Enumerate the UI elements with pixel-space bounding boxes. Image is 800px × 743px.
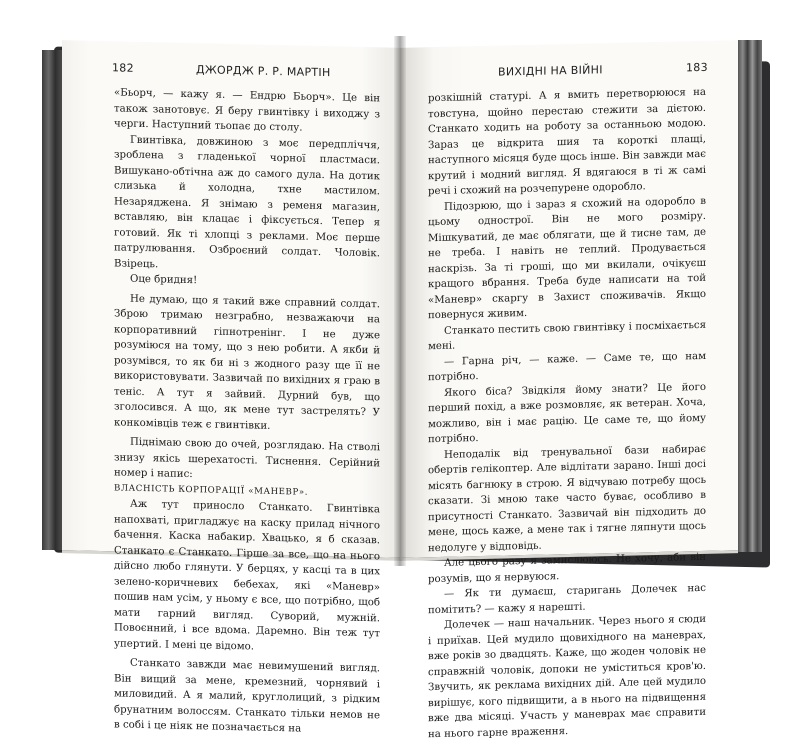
paragraph: Станкато пестить свою гвинтівку і посміхається мені. xyxy=(428,319,706,353)
paragraph: Неподалік від тренувальної бази набирає обертів гелікоптер. Але відлітати зарано. Інші досі місять багнюку в строю. Я відчуваю потребу щось сказати. Зі мною таке часто буває, особливо в присутності Станкато. Зазвичай він підходить до мене, щось каже, а мене так і тягне ляпнути щось недолуге у відповідь. xyxy=(428,443,706,554)
paragraph: Аж тут приносло Станкато. Гвинтівка напохваті, пригладжує на каску прилад нічного бачення. Каска набакир. Хвацько, я б сказав. Станкато є Станкато. Гірше за все, що на нього дійсно любо глянути. У берцях, у касці та в цих зелено-коричневих бебехах, які «Маневр» пошив нам усім, у ньому є все, що потрібно, щоб мати гарний вигляд. Суворий, мужній. Повоєнний, і все вдома. Даремно. Він теж тут упертий. І мені це відомо. xyxy=(114,498,380,653)
page-number-left: 182 xyxy=(112,61,134,75)
paragraph: «Бьорч, — кажу я. — Ендрю Бьорч». Це він також занотовує. Я беру гвинтівку і виходжу з черги. Наступний тьопає до столу. xyxy=(114,87,380,134)
cover-edge-right xyxy=(738,40,762,552)
right-page-text xyxy=(428,85,706,742)
page-number-right: 183 xyxy=(686,60,708,75)
paragraph: Піднімаю свою до очей, розглядаю. На стволі знизу якісь шерехатості. Тиснення. Серійний номер і напис: xyxy=(114,436,380,481)
left-page xyxy=(62,40,402,735)
paragraph: Станкато завжди має невимушений вигляд. Він вищий за мене, кремезний, чорнявий і миловидий. А я малий, круглолиций, з рідким брунатним волоссям. Станкато тільки немов не в собі і це ніяк не позначається на xyxy=(114,657,380,735)
paragraph: Не думаю, що я такий вже справний солдат. Зброю тримаю незграбно, незважаючи на корпоративний гіпнотренінг. І не дуже розуміюся на тому, що з нею робити. А якби й розумівся, то як би ні з жодного разу ще її не використовувати. Зазвичай по вихідних я граю в теніс. А тут я зайвий. Дурний був, що зголосився. А що, як мене тут застрелять? У конкомівців теж є гвинтівки. xyxy=(114,293,380,432)
book-gutter xyxy=(394,36,406,566)
paragraph: — Як ти думаєш, старигань Долечек нас помітить? — кажу я нарешті. xyxy=(428,582,706,616)
paragraph: Але цього разу я замислююсь. Не хочу, аби він розумів, що я нервуюся. xyxy=(428,551,706,585)
paragraph: Якого біса? Звідкіля йому знати? Це його перший похід, а вже розмовляє, як ветеран. Хоча, можливо, він і має рацію. Це саме те, що йому потрібно. xyxy=(428,381,706,446)
paragraph: — Гарна річ, — каже. — Саме те, що нам потрібно. xyxy=(428,350,706,384)
right-page xyxy=(400,40,738,740)
running-header-author: ДЖОРДЖ Р. Р. МАРТІН xyxy=(196,63,331,80)
paragraph: Долечек — наш начальник. Через нього я сюди і приїхав. Цей мудило щовихідного на маневрах, вже років зо двадцять. Каже, що жоден чоловік не справжній чоловік, допоки не уміститься кров'ю. Звучить, як реклама вихідних дій. Але цей мудило вирішує, кого підвищити, а в нього на підвищення вже два місяці. Участь у маневрах має справити на нього гарне враження. xyxy=(428,613,706,740)
paragraph: розкішній статурі. А я вмить перетворююся на товстуна, щойно перестаю стежити за дієтою. Станкато ходить на роботу за останньою модою. Зараз це відкрита шия та короткі плащі, наступного місяця буде щось інше. Він завжди має крутий і модний вигляд. Я вдягаюся в ті ж самі речі і схожий на розчепурене одоробло. xyxy=(428,86,706,198)
paragraph: Оце бридня! xyxy=(130,273,198,287)
running-header-title: ВИХІДНІ НА ВІЙНІ xyxy=(498,63,603,79)
cover-edge-left xyxy=(42,50,64,550)
paragraph: Підозрюю, що і зараз я схожий на одоробло в цьому однострої. Він не мого розміру. Мішкуватий, де має облягати, ще й тисне там, де не треба. І навіть не теплий. Продувається наскрізь. За ті гроші, що ми вкилали, очікуєш кращого вбрання. Треба буде написати на той «Маневр» скаргу в Захист споживачів. Якщо повернуся живим. xyxy=(428,195,706,322)
left-page-text xyxy=(114,85,380,739)
paragraph: Гвинтівка, довжиною з моє передпліччя, зроблена з гладенької чорної пластмаси. Вишукано-обтічна аж до самого дула. На дотик слизька й холодна, тхне мастилом. Незаряджена. Я знімаю з ременя магазин, вставляю, він клацає і фіксується. Тепер я готовий. Як ті хлопці з реклами. Моє перше патрулювання. Озброєний солдат. Чоловік. Взірець. xyxy=(114,134,380,270)
engraving-inscription: ВЛАСНІСТЬ КОРПОРАЦІЇ «МАНЕВР». xyxy=(114,482,309,498)
